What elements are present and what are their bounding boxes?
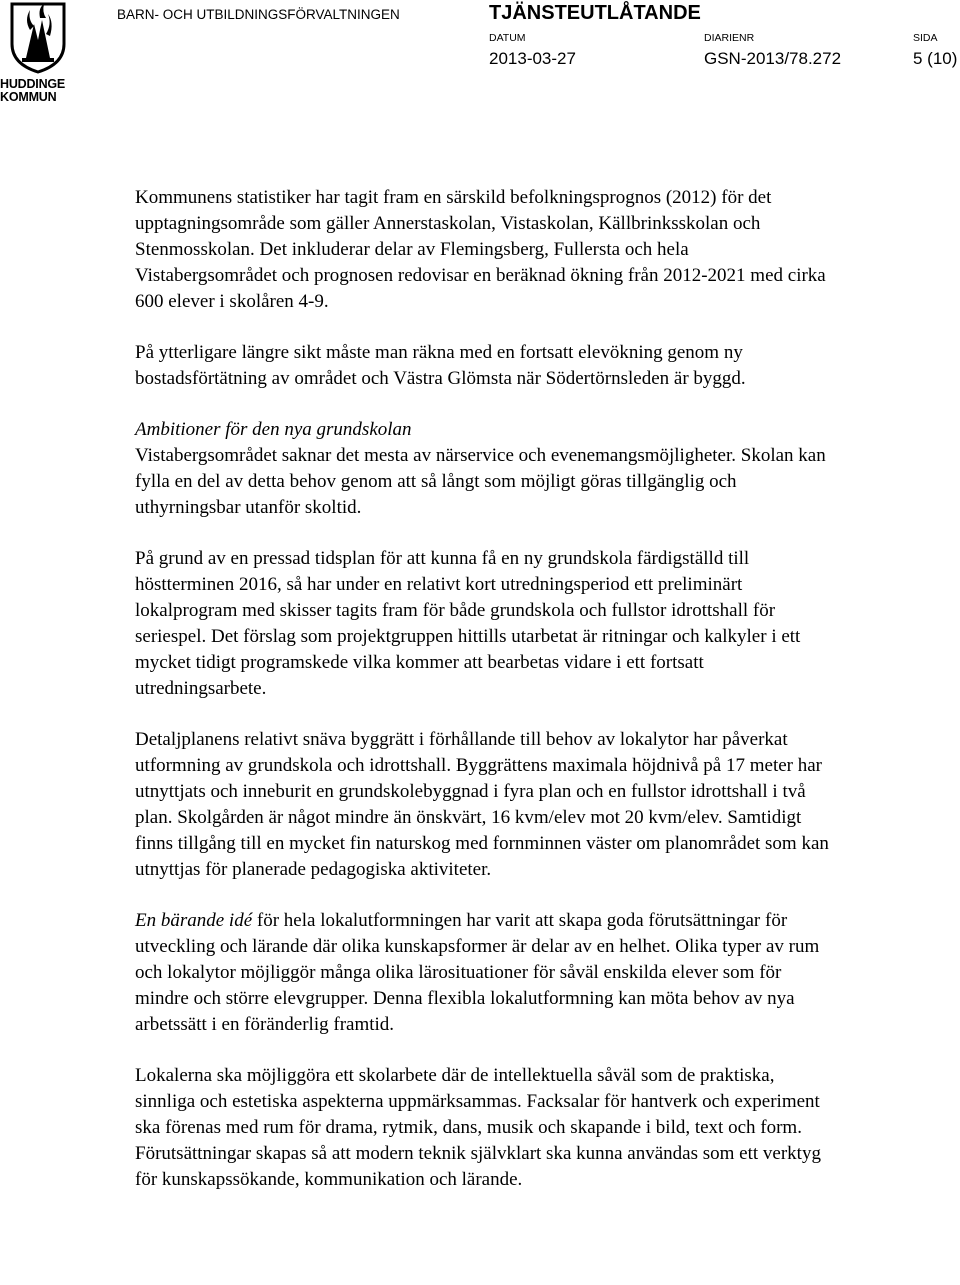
municipality-logo <box>0 0 80 106</box>
paragraph-premises: Lokalerna ska möjliggöra ett skolarbete där de intellektuella såväl som de praktiska, sinnliga och estetiska aspekterna uppmärksammas. Facksalar för hantverk och experiment ska förenas med rum för drama, rytmik, dans, musik och skapande i bild, text och form. Förutsättningar skapas så att modern teknik självklart ska kunna användas som ett verktyg för kunskapssökande, kommunikation och lärande. <box>135 1065 821 1190</box>
date-label: DATUM <box>489 32 526 44</box>
paragraph-detail-plan: Detaljplanens relativt snäva byggrätt i förhållande till behov av lokalytor har påverkat utformning av grundskola och idrottshall. Byggrättens maximala höjdnivå på 17 meter har utnyttjats och inneburit en grundskolebyggnad i fyra plan och en fullstor idrottshall i två plan. Skolgården är något mindre än önskvärt, 16 kvm/elev mot 20 kvm/elev. Samtidigt finns tillgång till en mycket fin naturskog med fornminnen väster om planområdet som kan utnyttjas för planerade pedagogiska aktiviteter. <box>135 729 829 880</box>
logo-text-line2: KOMMUN <box>0 90 57 104</box>
paragraph-core-idea <box>135 908 835 1038</box>
section-heading-ambitions: Ambitioner för den nya grundskolan <box>135 419 412 440</box>
paragraph-future-growth: På ytterligare längre sikt måste man räkna med en fortsatt elevökning genom ny bostadsförtätning av området och Västra Glömsta när Södertörnsleden är byggd. <box>135 342 746 389</box>
paragraph-ambitions <box>135 417 835 521</box>
diary-label: DIARIENR <box>704 32 755 44</box>
logo-text-line1: HUDDINGE <box>0 77 66 91</box>
coat-of-arms-icon <box>8 0 68 74</box>
document-type: TJÄNSTEUTLÅTANDE <box>489 2 701 24</box>
organization-name: BARN- OCH UTBILDNINGSFÖRVALTNINGEN <box>117 7 400 22</box>
date-value: 2013-03-27 <box>489 49 576 68</box>
ambitions-text: Vistabergsområdet saknar det mesta av närservice och evenemangsmöjligheter. Skolan kan fylla en del av detta behov genom att så långt som möjligt göras tillgänglig och uthyrningsbar utanför skoltid. <box>135 445 826 518</box>
page-label: SIDA <box>913 32 938 44</box>
page-value: 5 (10) <box>913 49 958 68</box>
paragraph-timeline: På grund av en pressad tidsplan för att kunna få en ny grundskola färdigställd till höstterminen 2016, så har under en relativt kort utredningsperiod ett preliminärt lokalprogram med skisser tagits fram för både grundskola och fullstor idrottshall för seriespel. Det förslag som projektgruppen hittills utarbetat är ritningar och kalkyler i ett mycket tidigt programskede vilka kommer att bearbetas vidare i ett fortsatt utredningsarbete. <box>135 548 801 699</box>
diary-value: GSN-2013/78.272 <box>704 49 842 68</box>
paragraph-population-forecast: Kommunens statistiker har tagit fram en särskild befolkningsprognos (2012) för det upptagningsområde som gäller Annerstaskolan, Vistaskolan, Källbrinksskolan och Stenmosskolan. Det inkluderar delar av Flemingsberg, Fullersta och hela Vistabergsområdet och prognosen redovisar en beräknad ökning från 2012-2021 med cirka 600 elever i skolåren 4-9. <box>135 187 826 312</box>
document-body <box>135 185 835 1218</box>
core-idea-text: för hela lokalutformningen har varit att skapa goda förutsättningar för utveckling och lärande där olika kunskapsformer är delar av en helhet. Olika typer av rum och lokalytor möjliggör många olika lärosituationer för såväl enskilda elever som för mindre och större elevgrupper. Denna flexibla lokalutformning kan möta behov av nya arbetssätt i en föränderlig framtid. <box>135 910 820 1035</box>
core-idea-emphasis: En bärande idé <box>135 910 253 931</box>
